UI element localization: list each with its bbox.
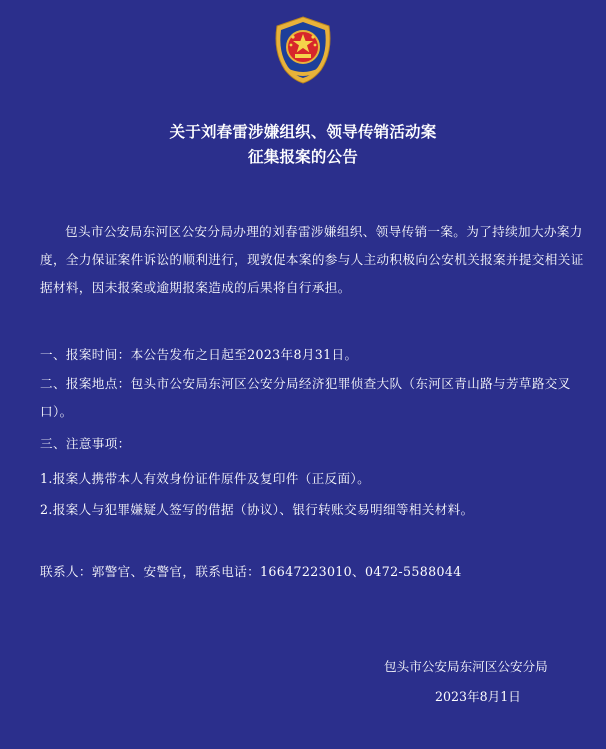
notice-signature: 包头市公安局东河区公安分局 xyxy=(384,659,548,674)
notice-item-notes-heading: 三、注意事项： xyxy=(40,436,131,451)
notice-item-location: 二、报案地点：包头市公安局东河区公安分局经济犯罪侦查大队（东河区青山路与芳草路交叉口）。 xyxy=(40,376,571,419)
notice-date: 2023年8月1日 xyxy=(435,689,521,704)
notice-note-2: 2.报案人与犯罪嫌疑人签写的借据（协议）、银行转账交易明细等相关材料。 xyxy=(40,502,474,517)
police-badge-icon xyxy=(271,16,335,84)
notice-title-line2: 征集报案的公告 xyxy=(248,147,358,166)
notice-title-line1: 关于刘春雷涉嫌组织、领导传销活动案 xyxy=(169,122,437,141)
notice-item-time: 一、报案时间：本公告发布之日起至2023年8月31日。 xyxy=(40,347,358,362)
notice-contact: 联系人：郭警官、安警官，联系电话：16647223010、0472-5588044 xyxy=(40,564,462,579)
notice-note-1: 1.报案人携带本人有效身份证件原件及复印件（正反面）。 xyxy=(40,471,371,486)
notice-intro-paragraph: 包头市公安局东河区公安分局办理的刘春雷涉嫌组织、领导传销一案。为了持续加大办案力度，全力保证案件诉讼的顺利进行，现敦促本案的参与人主动积极向公安机关报案并提交相关证据材料，因未报案或逾期报案造成的后果将自行承担。 xyxy=(40,224,584,295)
